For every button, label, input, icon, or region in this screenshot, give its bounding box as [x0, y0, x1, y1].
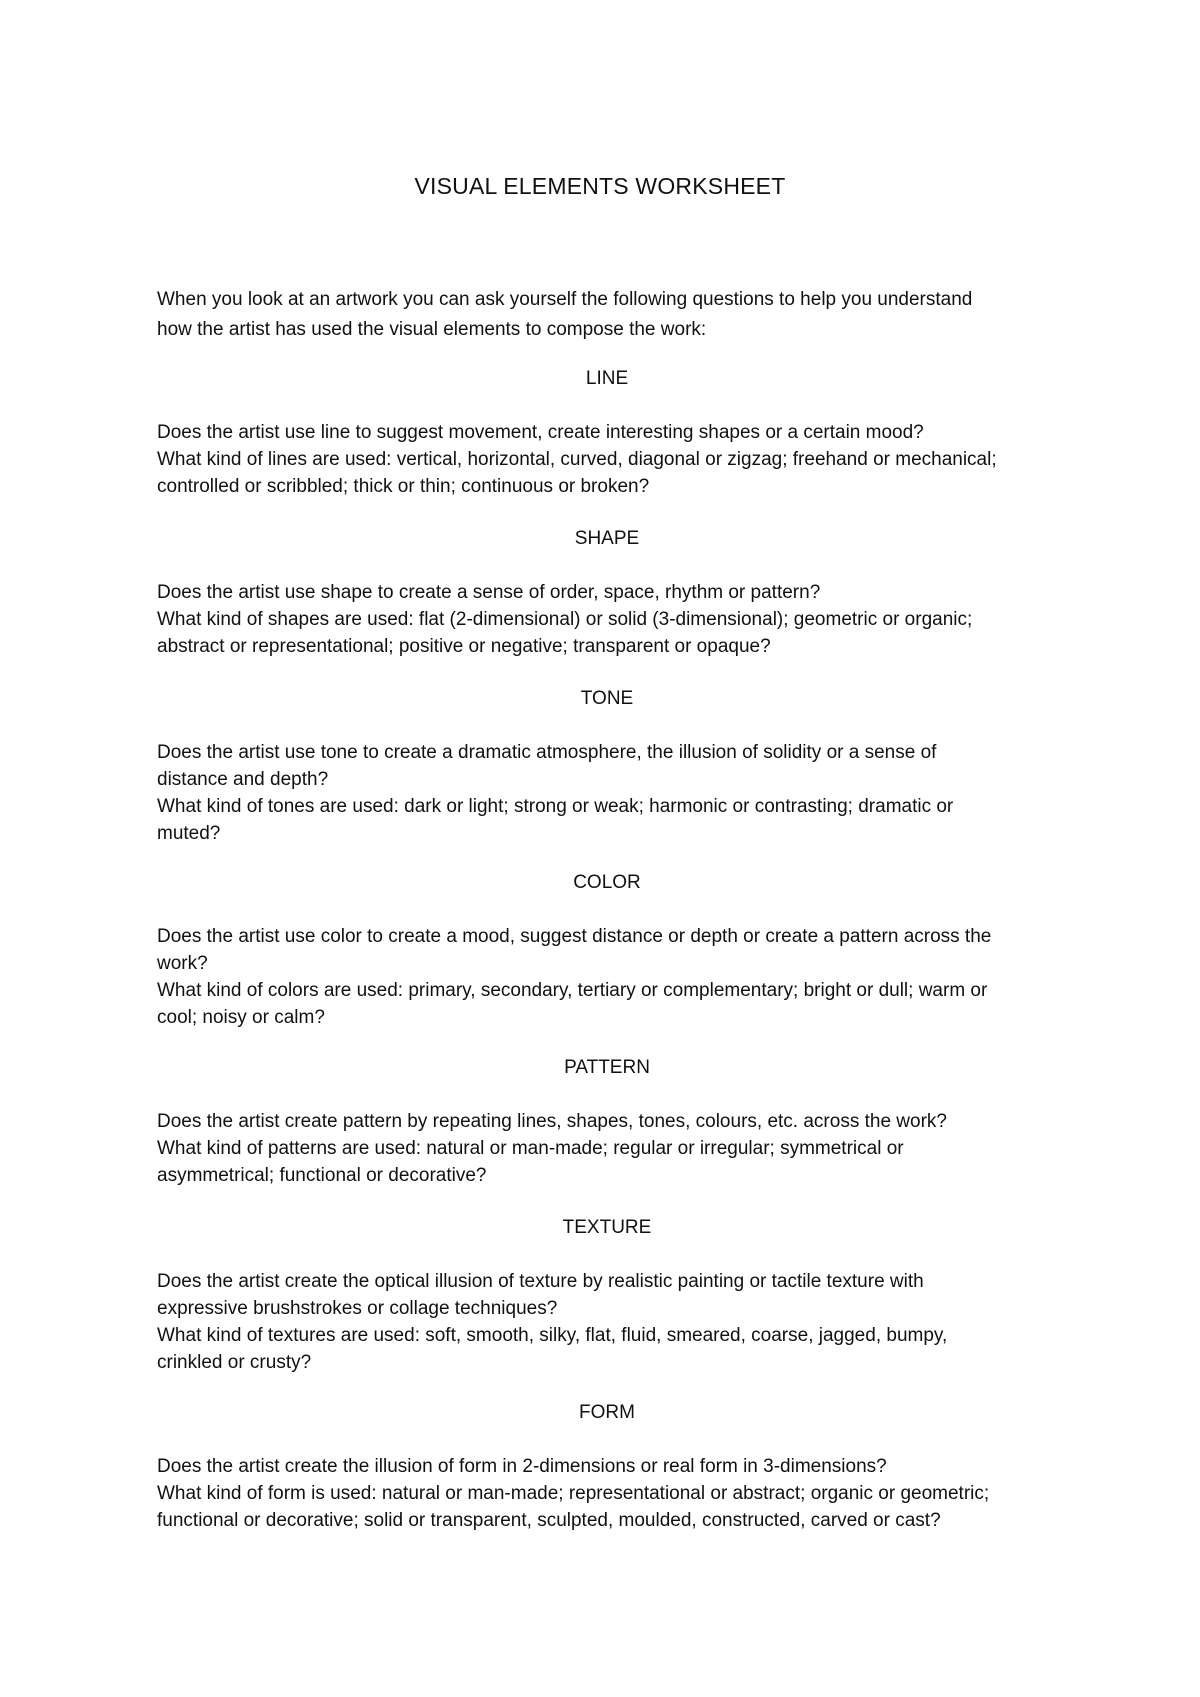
- section-body: [157, 1108, 1057, 1189]
- question-line: Does the artist create the illusion of form in 2-dimensions or real form in 3-dimensions?: [157, 1456, 887, 1477]
- question-line: abstract or representational; positive or negative; transparent or opaque?: [157, 636, 771, 657]
- question-line: Does the artist create the optical illusion of texture by realistic painting or tactile texture with: [157, 1271, 924, 1292]
- section-body: [157, 1453, 1057, 1534]
- question-line: Does the artist use color to create a mood, suggest distance or depth or create a pattern across the: [157, 926, 992, 947]
- question-line: Does the artist create pattern by repeating lines, shapes, tones, colours, etc. across the work?: [157, 1111, 947, 1132]
- section-heading: TEXTURE: [562, 1217, 652, 1238]
- section-pattern: [157, 1053, 1057, 1189]
- section-body: [157, 579, 1057, 660]
- section-body: [157, 419, 1057, 500]
- question-line: What kind of form is used: natural or man-made; representational or abstract; organic or geometric;: [157, 1483, 990, 1504]
- section-heading: SHAPE: [574, 528, 640, 549]
- section-form: [157, 1398, 1057, 1534]
- question-line: cool; noisy or calm?: [157, 1007, 325, 1028]
- question-line: distance and depth?: [157, 769, 329, 790]
- section-heading: TONE: [580, 688, 634, 709]
- section-heading: LINE: [585, 368, 629, 389]
- intro-line: When you look at an artwork you can ask yourself the following questions to help you understand: [157, 289, 973, 310]
- question-line: Does the artist use line to suggest movement, create interesting shapes or a certain mood?: [157, 422, 924, 443]
- section-body: [157, 923, 1057, 1031]
- question-line: crinkled or crusty?: [157, 1352, 312, 1373]
- section-heading: COLOR: [573, 872, 641, 893]
- intro-line: how the artist has used the visual elements to compose the work:: [157, 319, 707, 340]
- question-line: work?: [157, 953, 208, 974]
- question-line: asymmetrical; functional or decorative?: [157, 1165, 487, 1186]
- question-line: muted?: [157, 823, 221, 844]
- question-line: functional or decorative; solid or transparent, sculpted, moulded, constructed, carved or cast?: [157, 1510, 941, 1531]
- section-body: [157, 1268, 1057, 1376]
- page-title: VISUAL ELEMENTS WORKSHEET: [414, 173, 786, 199]
- question-line: What kind of lines are used: vertical, horizontal, curved, diagonal or zigzag; freehand or mechanical;: [157, 449, 997, 470]
- section-line: [157, 364, 1057, 500]
- section-color: [157, 868, 1057, 1031]
- question-line: What kind of textures are used: soft, smooth, silky, flat, fluid, smeared, coarse, jagged, bumpy,: [157, 1325, 948, 1346]
- question-line: controlled or scribbled; thick or thin; continuous or broken?: [157, 476, 650, 497]
- section-heading: FORM: [579, 1402, 635, 1423]
- intro-paragraph: [157, 285, 1057, 345]
- question-line: What kind of tones are used: dark or light; strong or weak; harmonic or contrasting; dramatic or: [157, 796, 954, 817]
- question-line: What kind of colors are used: primary, secondary, tertiary or complementary; bright or dull; warm or: [157, 980, 988, 1001]
- question-line: What kind of shapes are used: flat (2-dimensional) or solid (3-dimensional); geometric or organic;: [157, 609, 973, 630]
- section-heading: PATTERN: [564, 1057, 650, 1078]
- section-body: [157, 739, 1057, 847]
- section-shape: [157, 524, 1057, 660]
- section-texture: [157, 1213, 1057, 1376]
- question-line: expressive brushstrokes or collage techniques?: [157, 1298, 558, 1319]
- question-line: What kind of patterns are used: natural or man-made; regular or irregular; symmetrical or: [157, 1138, 904, 1159]
- question-line: Does the artist use tone to create a dramatic atmosphere, the illusion of solidity or a sense of: [157, 742, 937, 763]
- section-tone: [157, 684, 1057, 847]
- question-line: Does the artist use shape to create a sense of order, space, rhythm or pattern?: [157, 582, 821, 603]
